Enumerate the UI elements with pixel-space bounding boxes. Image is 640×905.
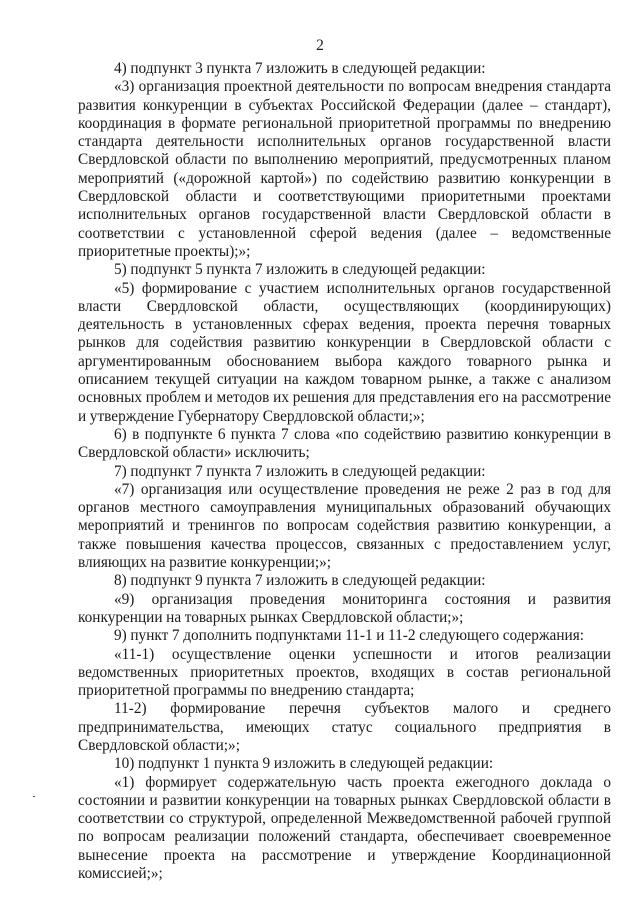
paragraph: «9) организация проведения мониторинга состояния и развития конкуренции на товарных рынках Свердловской области;»; (78, 590, 611, 626)
paragraph: 8) подпункт 9 пункта 7 изложить в следующей редакции: (114, 572, 486, 590)
margin-mark (33, 796, 35, 797)
paragraph: 9) пункт 7 дополнить подпунктами 11-1 и 11-2 следующего содержания: (114, 627, 584, 645)
paragraph: 10) подпункт 1 пункта 9 изложить в следующей редакции: (114, 755, 494, 773)
paragraph: «7) организация или осуществление проведения не реже 2 раз в год для органов местного самоуправления муниципальных образований обучающих мероприятий и тренингов по вопросам содействия развитию конкуренции, а также повышения качества процессов, связанных с предоставлением услуг, влияющих на развитие конкуренции;»; (78, 480, 611, 572)
paragraph: 11-2) формирование перечня субъектов малого и среднего предпринимательства, имеющих статус социального предприятия в Свердловской области;»; (78, 700, 611, 754)
paragraph: 4) подпункт 3 пункта 7 изложить в следующей редакции: (114, 60, 486, 77)
paragraph: «3) организация проектной деятельности по вопросам внедрения стандарта развития конкуренции в субъектах Российской Федерации (далее – стандарт), координация в формате региональной приоритетной программы по внедрению стандарта деятельности исполнительных органов государственной власти Свердловской области по выполнению мероприятий, предусмотренных планом мероприятий («дорожной картой») по содействию развитию конкуренции в Свердловской области и соответствующими приоритетными проектами исполнительных органов государственной власти Свердловской области в соответствии с установленной сферой ведения (далее – ведомственные приоритетные проекты);»; (78, 78, 611, 260)
paragraph: «5) формирование с участием исполнительных органов государственной власти Свердловской области, осуществляющих (координирующих) деятельность в установленных сферах ведения, проекта перечня товарных рынков для содействия развитию конкуренции в Свердловской области с аргументированным обоснованием выбора каждого товарного рынка и описанием текущей ситуации на каждом товарном рынке, а также с анализом основных проблем и методов их решения для представления его на рассмотрение и утверждение Губернатору Свердловской области;»; (78, 279, 611, 425)
document-body (78, 60, 611, 883)
paragraph: 6) в подпункте 6 пункта 7 слова «по содействию развитию конкуренции в Свердловской области» исключить; (78, 425, 611, 462)
paragraph: 7) подпункт 7 пункта 7 изложить в следующей редакции: (114, 462, 486, 480)
paragraph: 5) подпункт 5 пункта 7 изложить в следующей редакции: (114, 261, 486, 279)
page-number: 2 (316, 37, 324, 54)
paragraph: «1) формирует содержательную часть проекта ежегодного доклада о состоянии и развитии конкуренции на товарных рынках Свердловской области в соответствии со структурой, определенной Межведомственной рабочей группой по вопросам реализации положений стандарта, обеспечивает своевременное вынесение проекта на рассмотрение и утверждение Координационной комиссией;»; (78, 773, 611, 883)
paragraph: «11-1) осуществление оценки успешности и итогов реализации ведомственных приоритетных проектов, входящих в состав региональной приоритетной программы по внедрению стандарта; (78, 645, 611, 700)
